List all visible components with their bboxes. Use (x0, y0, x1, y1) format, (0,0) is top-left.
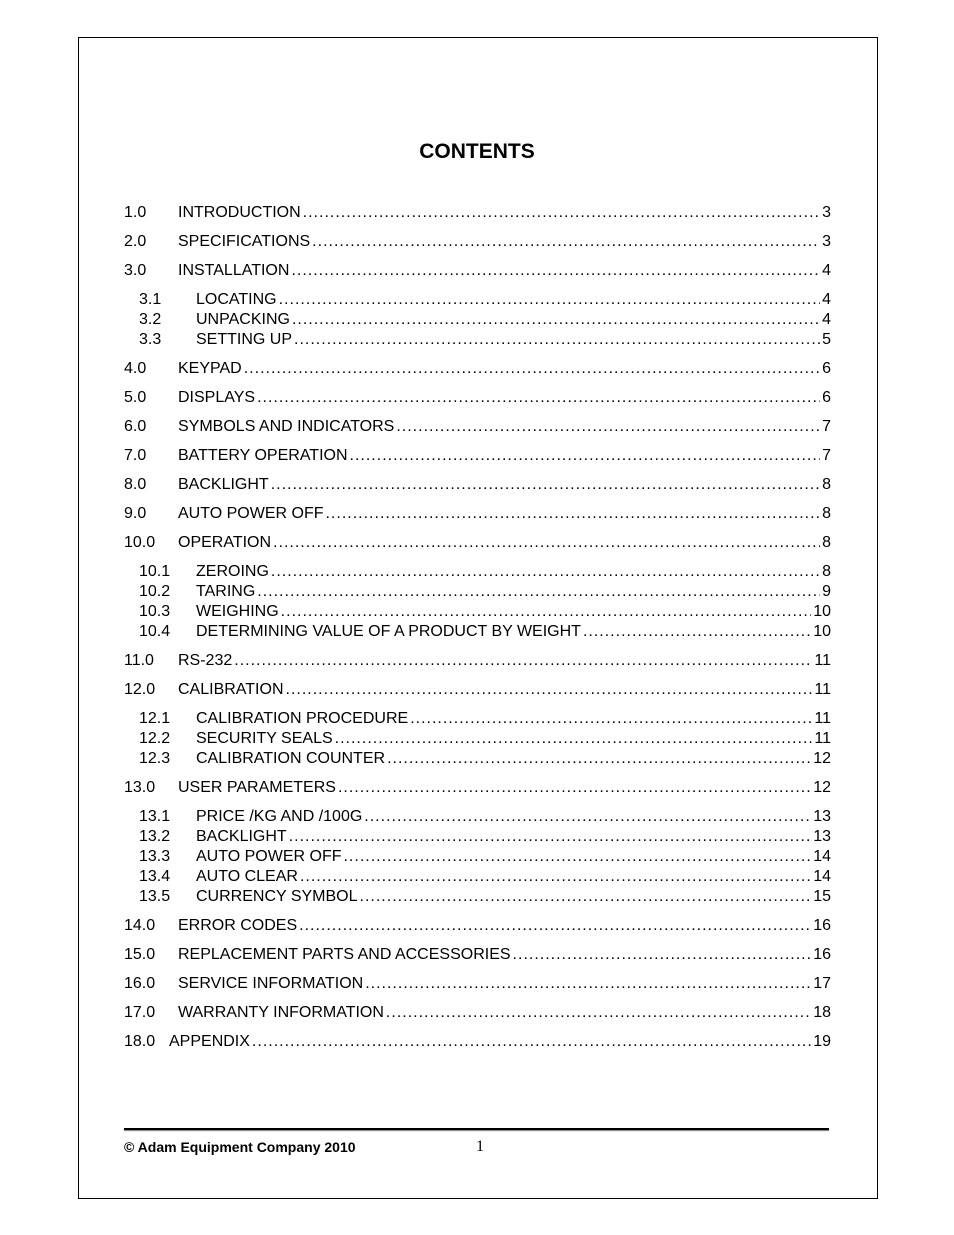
toc-entry-number: 8.0 (124, 476, 147, 493)
toc-entry-number: 13.2 (139, 828, 171, 845)
toc-entry-number: 12.0 (124, 681, 156, 698)
toc-entry[interactable] (124, 261, 831, 281)
toc-entry-page: 7 (822, 447, 831, 464)
toc-entry-page: 8 (822, 563, 831, 580)
toc-entry[interactable] (124, 827, 831, 847)
toc-entry-number: 3.2 (139, 311, 162, 328)
toc-leader-dots (364, 807, 811, 827)
toc-entry-number: 13.4 (139, 868, 171, 885)
toc-leader-dots (325, 504, 820, 524)
toc-entry-number: 10.1 (139, 563, 171, 580)
toc-entry-title: ZEROING (196, 563, 269, 580)
toc-entry[interactable] (124, 203, 831, 223)
toc-entry-title: RS-232 (178, 652, 233, 669)
toc-leader-dots (257, 582, 820, 602)
toc-entry-title: KEYPAD (178, 360, 242, 377)
toc-entry-number: 3.1 (139, 291, 162, 308)
toc-leader-dots (338, 778, 811, 798)
toc-leader-dots (300, 867, 811, 887)
toc-entry-title: LOCATING (196, 291, 277, 308)
toc-entry-page: 9 (822, 583, 831, 600)
toc-entry-title: SYMBOLS AND INDICATORS (178, 418, 395, 435)
toc-leader-dots (365, 974, 811, 994)
toc-entry[interactable] (124, 974, 831, 994)
toc-leader-dots (303, 203, 820, 223)
toc-leader-dots (252, 1032, 811, 1052)
toc-entry-title: SETTING UP (196, 331, 293, 348)
toc-entry-number: 16.0 (124, 975, 156, 992)
toc-entry-number: 12.3 (139, 750, 171, 767)
toc-entry-number: 3.3 (139, 331, 162, 348)
toc-entry-title: CALIBRATION PROCEDURE (196, 710, 409, 727)
toc-entry[interactable] (124, 847, 831, 867)
toc-entry-number: 6.0 (124, 418, 147, 435)
toc-entry-title: OPERATION (178, 534, 272, 551)
toc-entry-page: 11 (814, 710, 831, 727)
toc-entry-title: SECURITY SEALS (196, 730, 333, 747)
toc-entry[interactable] (124, 778, 831, 798)
toc-entry-number: 7.0 (124, 447, 147, 464)
toc-leader-dots (410, 709, 812, 729)
toc-entry[interactable] (124, 916, 831, 936)
toc-entry[interactable] (124, 290, 831, 310)
toc-entry[interactable] (124, 602, 831, 622)
toc-entry[interactable] (124, 582, 831, 602)
toc-entry-page: 8 (822, 505, 831, 522)
toc-entry-title: DISPLAYS (178, 389, 256, 406)
toc-leader-dots (234, 651, 812, 671)
toc-entry-page: 18 (813, 1004, 831, 1021)
page-title: CONTENTS (419, 140, 535, 163)
toc-entry-title: TARING (196, 583, 256, 600)
toc-entry-title: DETERMINING VALUE OF A PRODUCT BY WEIGHT (196, 623, 581, 640)
toc-entry[interactable] (124, 475, 831, 495)
toc-entry-title: INSTALLATION (178, 262, 290, 279)
toc-entry-title: UNPACKING (196, 311, 290, 328)
toc-leader-dots (291, 261, 820, 281)
toc-entry-title: AUTO POWER OFF (196, 848, 342, 865)
toc-entry-number: 1.0 (124, 204, 147, 221)
toc-entry[interactable] (124, 446, 831, 466)
toc-entry[interactable] (124, 749, 831, 769)
toc-entry-title: SPECIFICATIONS (178, 233, 311, 250)
toc-entry-number: 4.0 (124, 360, 147, 377)
toc-entry-title: BACKLIGHT (196, 828, 287, 845)
toc-entry-number: 13.3 (139, 848, 171, 865)
toc-entry-page: 4 (822, 291, 831, 308)
toc-entry-title: BACKLIGHT (178, 476, 269, 493)
toc-leader-dots (271, 562, 820, 582)
toc-entry-page: 4 (822, 262, 831, 279)
toc-entry-number: 9.0 (124, 505, 147, 522)
toc-entry-title: CURRENCY SYMBOL (196, 888, 358, 905)
toc-entry-page: 16 (813, 917, 831, 934)
toc-leader-dots (312, 232, 820, 252)
toc-entry-page: 13 (813, 828, 831, 845)
toc-leader-dots (387, 749, 811, 769)
toc-entry[interactable] (124, 945, 831, 965)
toc-entry-page: 8 (822, 534, 831, 551)
toc-entry-number: 10.3 (139, 603, 171, 620)
footer-divider (124, 1128, 829, 1130)
toc-entry-page: 3 (822, 233, 831, 250)
table-of-contents (124, 203, 831, 1052)
toc-entry-page: 11 (814, 652, 831, 669)
toc-entry-page: 11 (814, 681, 831, 698)
toc-entry-page: 10 (813, 623, 831, 640)
toc-entry-number: 10.2 (139, 583, 171, 600)
toc-entry-title: AUTO CLEAR (196, 868, 298, 885)
toc-entry-title: WEIGHING (196, 603, 279, 620)
toc-leader-dots (299, 916, 811, 936)
toc-entry[interactable] (124, 807, 831, 827)
toc-entry[interactable] (124, 1032, 831, 1052)
toc-entry-title: BATTERY OPERATION (178, 447, 348, 464)
toc-leader-dots (343, 847, 811, 867)
toc-leader-dots (281, 602, 812, 622)
toc-entry[interactable] (124, 504, 831, 524)
toc-entry-title: CALIBRATION (178, 681, 284, 698)
toc-entry-page: 4 (822, 311, 831, 328)
toc-entry[interactable] (124, 562, 831, 582)
toc-entry-number: 15.0 (124, 946, 156, 963)
toc-entry-page: 14 (813, 868, 831, 885)
toc-entry-number: 18.0 (124, 1033, 156, 1050)
toc-entry-page: 12 (813, 750, 831, 767)
toc-leader-dots (292, 310, 820, 330)
toc-entry-title: INTRODUCTION (178, 204, 301, 221)
toc-entry-page: 19 (813, 1033, 831, 1050)
toc-entry[interactable] (124, 310, 831, 330)
toc-entry-number: 13.5 (139, 888, 171, 905)
toc-entry-title: CALIBRATION COUNTER (196, 750, 386, 767)
toc-entry[interactable] (124, 232, 831, 252)
toc-entry[interactable] (124, 709, 831, 729)
toc-entry-page: 6 (822, 360, 831, 377)
toc-entry-number: 11.0 (124, 652, 154, 669)
toc-entry-page: 10 (813, 603, 831, 620)
toc-leader-dots (335, 729, 813, 749)
toc-leader-dots (244, 359, 820, 379)
toc-entry-number: 10.4 (139, 623, 171, 640)
toc-entry-title: APPENDIX (169, 1033, 250, 1050)
toc-entry-number: 13.1 (139, 808, 171, 825)
toc-entry-number: 5.0 (124, 389, 147, 406)
toc-leader-dots (257, 388, 820, 408)
toc-entry-page: 8 (822, 476, 831, 493)
toc-entry[interactable] (124, 417, 831, 437)
toc-leader-dots (286, 680, 813, 700)
toc-entry-title: PRICE /KG AND /100G (196, 808, 363, 825)
toc-entry-title: WARRANTY INFORMATION (178, 1004, 384, 1021)
toc-entry-title: USER PARAMETERS (178, 779, 336, 796)
toc-leader-dots (289, 827, 812, 847)
toc-leader-dots (396, 417, 820, 437)
toc-entry-page: 7 (822, 418, 831, 435)
toc-entry-number: 10.0 (124, 534, 156, 551)
toc-entry[interactable] (124, 330, 831, 350)
toc-entry-number: 12.2 (139, 730, 171, 747)
toc-entry-title: ERROR CODES (178, 917, 298, 934)
toc-entry[interactable] (124, 533, 831, 553)
toc-entry-page: 14 (813, 848, 831, 865)
toc-entry-number: 17.0 (124, 1004, 156, 1021)
toc-entry[interactable] (124, 680, 831, 700)
toc-leader-dots (294, 330, 820, 350)
toc-entry-number: 14.0 (124, 917, 156, 934)
toc-entry-page: 6 (822, 389, 831, 406)
toc-leader-dots (386, 1003, 811, 1023)
toc-leader-dots (513, 945, 812, 965)
toc-entry-page: 3 (822, 204, 831, 221)
toc-entry[interactable] (124, 651, 831, 671)
toc-leader-dots (279, 290, 820, 310)
toc-entry-number: 2.0 (124, 233, 147, 250)
toc-entry-page: 15 (813, 888, 831, 905)
toc-entry[interactable] (124, 1003, 831, 1023)
toc-leader-dots (273, 533, 820, 553)
page-number: 1 (476, 1138, 484, 1155)
copyright-text: © Adam Equipment Company 2010 (124, 1139, 356, 1155)
toc-leader-dots (350, 446, 821, 466)
toc-leader-dots (583, 622, 811, 642)
toc-entry-page: 17 (813, 975, 831, 992)
toc-entry[interactable] (124, 867, 831, 887)
toc-leader-dots (360, 887, 812, 907)
toc-entry[interactable] (124, 622, 831, 642)
toc-entry-page: 16 (813, 946, 831, 963)
toc-entry-title: REPLACEMENT PARTS AND ACCESSORIES (178, 946, 511, 963)
toc-entry[interactable] (124, 729, 831, 749)
toc-entry-number: 3.0 (124, 262, 147, 279)
toc-leader-dots (271, 475, 820, 495)
toc-entry[interactable] (124, 388, 831, 408)
toc-entry-number: 13.0 (124, 779, 156, 796)
toc-entry-page: 5 (822, 331, 831, 348)
toc-entry-title: SERVICE INFORMATION (178, 975, 364, 992)
toc-entry-title: AUTO POWER OFF (178, 505, 324, 522)
toc-entry-page: 12 (813, 779, 831, 796)
toc-entry[interactable] (124, 359, 831, 379)
toc-entry-page: 11 (814, 730, 831, 747)
toc-entry-number: 12.1 (139, 710, 171, 727)
toc-entry-page: 13 (813, 808, 831, 825)
toc-entry[interactable] (124, 887, 831, 907)
